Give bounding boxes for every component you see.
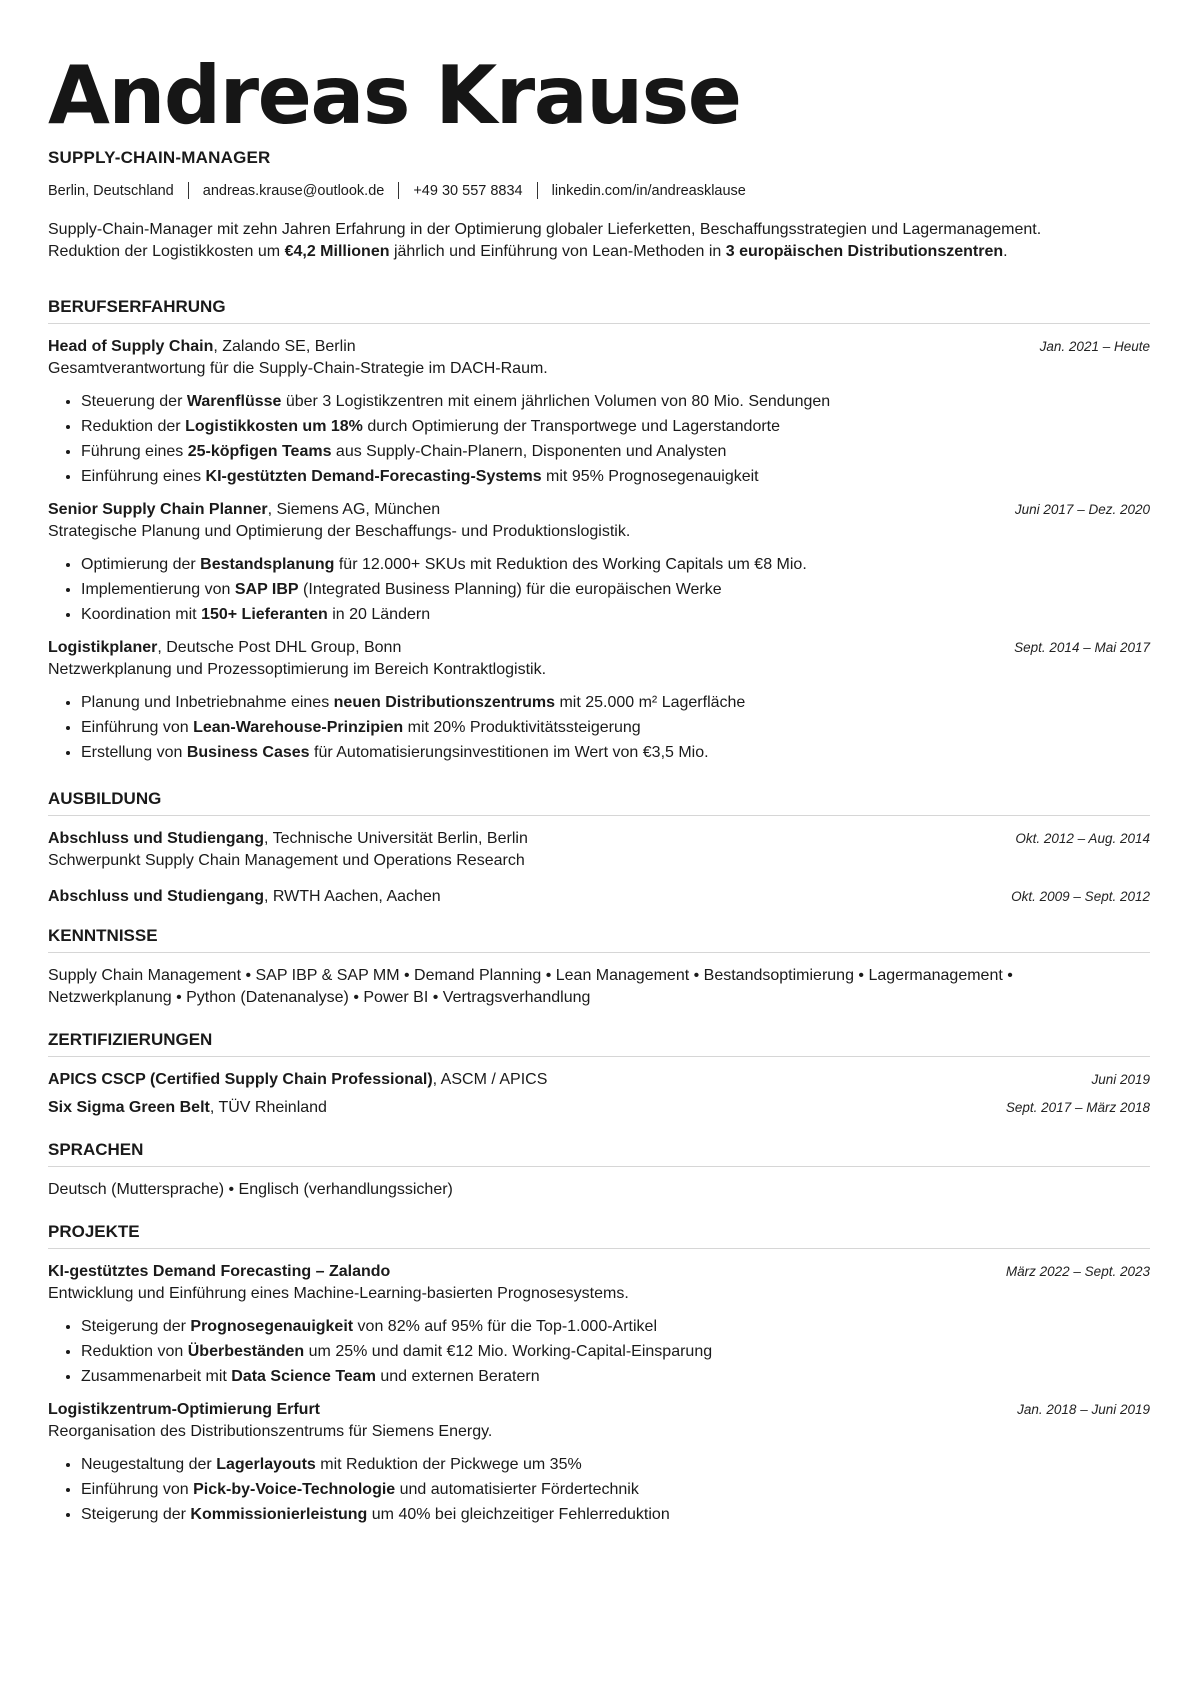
education-header <box>48 886 1150 908</box>
project-description: Reorganisation des Distributionszentrums für Siemens Energy. <box>48 1423 493 1440</box>
job-bullets <box>48 389 1150 489</box>
project-entry <box>48 1261 1150 1389</box>
certification-entry <box>48 1069 1150 1091</box>
project-header <box>48 1399 1150 1421</box>
job-date: Juni 2017 – Dez. 2020 <box>1014 502 1150 517</box>
bullet-item: • Führung eines 25-köpfigen Teams aus Supply-Chain-Planern, Disponenten und Analysten <box>81 439 1150 464</box>
project-title-line <box>48 1261 390 1283</box>
job-org: , Zalando SE, Berlin <box>213 338 356 355</box>
education-description: Schwerpunkt Supply Chain Management und Operations Research <box>48 852 525 869</box>
bullet-item: • Zusammenarbeit mit Data Science Team und externen Beratern <box>81 1364 1150 1389</box>
bullet-item: • Steuerung der Warenflüsse über 3 Logistikzentren mit einem jährlichen Volumen von 80 Mio. Sendungen <box>81 389 1150 414</box>
education-entry <box>48 828 1150 872</box>
education-section <box>48 789 1150 908</box>
summary-highlight: 3 europäischen Distributionszentren <box>725 243 1004 260</box>
certification-entry <box>48 1097 1150 1119</box>
job-bullets <box>48 690 1150 765</box>
school-name: , RWTH Aachen, Aachen <box>264 888 441 905</box>
job-date: Jan. 2021 – Heute <box>1039 339 1150 354</box>
job-header <box>48 499 1150 521</box>
section-title-projects: PROJEKTE <box>48 1222 1150 1249</box>
certification-date: Juni 2019 <box>1091 1072 1150 1087</box>
summary-text: . <box>1003 243 1008 260</box>
job-description: Strategische Planung und Optimierung der Beschaffungs- und Produktionslogistik. <box>48 523 631 540</box>
bullet-item: • Einführung eines KI-gestützten Demand-Forecasting-Systems mit 95% Prognosegenauigkeit <box>81 464 1150 489</box>
job-entry <box>48 336 1150 489</box>
bullet-item: • Steigerung der Kommissionierleistung um 40% bei gleichzeitiger Fehlerreduktion <box>81 1502 1150 1527</box>
project-date: Jan. 2018 – Juni 2019 <box>1017 1402 1150 1417</box>
candidate-name: Andreas Krause <box>48 49 741 142</box>
job-entry <box>48 499 1150 627</box>
contact-linkedin[interactable]: linkedin.com/in/andreasklause <box>551 182 746 199</box>
project-entry <box>48 1399 1150 1527</box>
degree-title: Abschluss und Studiengang <box>48 888 265 905</box>
bullet-item: • Steigerung der Prognosegenauigkeit von 82% auf 95% für die Top-1.000-Artikel <box>81 1314 1150 1339</box>
project-bullets <box>48 1452 1150 1527</box>
job-title-line <box>48 499 440 521</box>
certification-title: APICS CSCP (Certified Supply Chain Professional) <box>48 1071 433 1088</box>
languages-section <box>48 1140 1150 1201</box>
contact-location: Berlin, Deutschland <box>48 182 174 199</box>
education-title-line <box>48 828 528 850</box>
bullet-item: • Optimierung der Bestandsplanung für 12.000+ SKUs mit Reduktion des Working Capitals um €8 Mio. <box>81 552 1150 577</box>
education-header <box>48 828 1150 850</box>
job-header <box>48 637 1150 659</box>
contact-divider <box>398 182 399 199</box>
candidate-role: SUPPLY-CHAIN-MANAGER <box>48 148 271 167</box>
bullet-item: • Implementierung von SAP IBP (Integrated Business Planning) für die europäischen Werke <box>81 577 1150 602</box>
skills-list <box>48 965 1150 1009</box>
project-bullets <box>48 1314 1150 1389</box>
education-date: Okt. 2009 – Sept. 2012 <box>1011 889 1150 904</box>
job-bullets <box>48 552 1150 627</box>
project-description: Entwicklung und Einführung eines Machine-Learning-basierten Prognosesystems. <box>48 1285 629 1302</box>
section-title-education: AUSBILDUNG <box>48 789 1150 816</box>
education-title-line <box>48 886 441 908</box>
contact-email[interactable]: andreas.krause@outlook.de <box>202 182 385 199</box>
project-title: Logistikzentrum-Optimierung Erfurt <box>48 1401 320 1418</box>
job-title: Head of Supply Chain <box>48 338 214 355</box>
certification-title-line <box>48 1097 327 1119</box>
bullet-item: • Neugestaltung der Lagerlayouts mit Reduktion der Pickwege um 35% <box>81 1452 1150 1477</box>
bullet-item: • Erstellung von Business Cases für Automatisierungsinvestitionen im Wert von €3,5 Mio. <box>81 740 1150 765</box>
bullet-item: • Einführung von Pick-by-Voice-Technologie und automatisierter Fördertechnik <box>81 1477 1150 1502</box>
bullet-item: • Koordination mit 150+ Lieferanten in 20 Ländern <box>81 602 1150 627</box>
projects-section <box>48 1222 1150 1527</box>
summary-line-2 <box>48 241 1150 263</box>
section-title-certifications: ZERTIFIZIERUNGEN <box>48 1030 1150 1057</box>
job-org: , Deutsche Post DHL Group, Bonn <box>157 639 402 656</box>
section-title-experience: BERUFSERFAHRUNG <box>48 297 1150 324</box>
job-header <box>48 336 1150 358</box>
section-title-skills: KENNTNISSE <box>48 926 1150 953</box>
bullet-item: • Reduktion von Überbeständen um 25% und damit €12 Mio. Working-Capital-Einsparung <box>81 1339 1150 1364</box>
bullet-item: • Einführung von Lean-Warehouse-Prinzipien mit 20% Produktivitätssteigerung <box>81 715 1150 740</box>
education-entry <box>48 886 1150 908</box>
education-date: Okt. 2012 – Aug. 2014 <box>1015 831 1150 846</box>
job-title-line <box>48 637 401 659</box>
certification-issuer: , TÜV Rheinland <box>209 1099 327 1116</box>
job-description: Netzwerkplanung und Prozessoptimierung im Bereich Kontraktlogistik. <box>48 661 547 678</box>
resume-page <box>48 0 1150 1527</box>
job-title: Logistikplaner <box>48 639 158 656</box>
job-org: , Siemens AG, München <box>267 501 441 518</box>
certification-title-line <box>48 1069 547 1091</box>
certification-title: Six Sigma Green Belt <box>48 1099 210 1116</box>
school-name: , Technische Universität Berlin, Berlin <box>264 830 528 847</box>
summary-text: jährlich und Einführung von Lean-Methoden in <box>389 243 726 260</box>
contact-divider <box>537 182 538 199</box>
skills-line: Netzwerkplanung • Python (Datenanalyse) • Power BI • Vertragsverhandlung <box>48 989 591 1006</box>
job-title-line <box>48 336 356 358</box>
job-entry <box>48 637 1150 765</box>
certification-issuer: , ASCM / APICS <box>432 1071 548 1088</box>
skills-section <box>48 926 1150 1009</box>
bullet-item: • Reduktion der Logistikkosten um 18% durch Optimierung der Transportwege und Lagerstandorte <box>81 414 1150 439</box>
summary <box>48 219 1150 263</box>
contact-phone[interactable]: +49 30 557 8834 <box>413 182 523 199</box>
project-title-line <box>48 1399 320 1421</box>
section-title-languages: SPRACHEN <box>48 1140 1150 1167</box>
project-title: KI-gestütztes Demand Forecasting – Zalando <box>48 1263 391 1280</box>
contact-line <box>48 182 1150 199</box>
summary-highlight: €4,2 Millionen <box>284 243 390 260</box>
bullet-item: • Planung und Inbetriebnahme eines neuen Distributionszentrums mit 25.000 m² Lagerfläche <box>81 690 1150 715</box>
degree-title: Abschluss und Studiengang <box>48 830 265 847</box>
job-description: Gesamtverantwortung für die Supply-Chain-Strategie im DACH-Raum. <box>48 360 548 377</box>
languages-list: Deutsch (Muttersprache) • Englisch (verhandlungssicher) <box>48 1181 453 1198</box>
project-date: März 2022 – Sept. 2023 <box>1005 1264 1150 1279</box>
summary-text: Reduktion der Logistikkosten um <box>48 243 285 260</box>
contact-divider <box>188 182 189 199</box>
job-title: Senior Supply Chain Planner <box>48 501 268 518</box>
experience-section <box>48 297 1150 765</box>
project-header <box>48 1261 1150 1283</box>
summary-line-1: Supply-Chain-Manager mit zehn Jahren Erfahrung in der Optimierung globaler Lieferketten, Beschaffungsstrategien und Lagermanagement. <box>48 221 1042 238</box>
certification-date: Sept. 2017 – März 2018 <box>1005 1100 1150 1115</box>
certifications-section <box>48 1030 1150 1119</box>
job-date: Sept. 2014 – Mai 2017 <box>1014 640 1150 655</box>
skills-line: Supply Chain Management • SAP IBP & SAP MM • Demand Planning • Lean Management • Bestandsoptimierung • Lagermanagement • <box>48 967 1013 984</box>
